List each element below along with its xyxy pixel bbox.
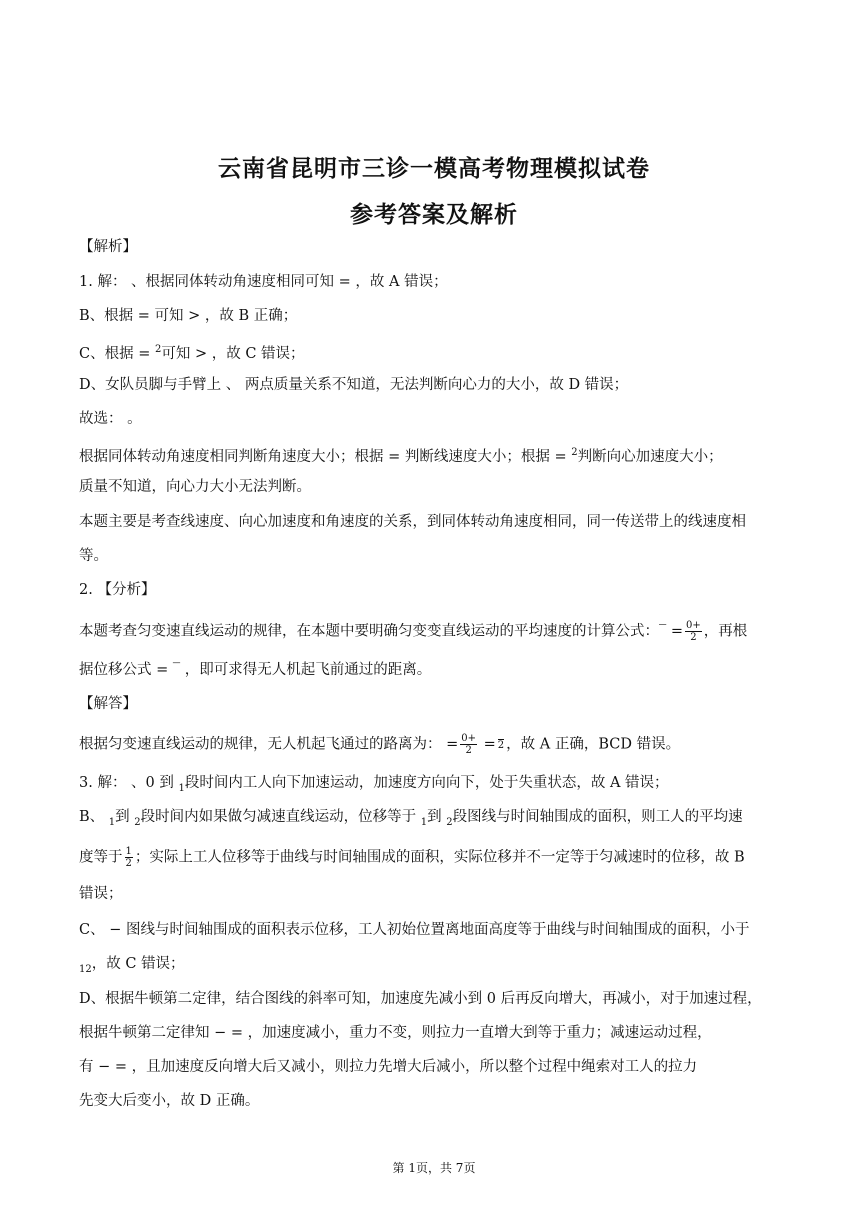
text-segment: 段时间内如果做匀减速直线运动，位移等于 — [140, 809, 421, 825]
section-label-answer: 【解答】 — [79, 696, 137, 712]
subscript: 1 — [420, 817, 428, 828]
subscript: 2 — [134, 817, 141, 828]
document-title: 云南省昆明市三诊一模高考物理模拟试卷 — [218, 156, 650, 182]
text-segment: B、 — [79, 809, 109, 825]
text-segment: 判断向心加速度大小； — [577, 449, 723, 465]
text-line: 错误； — [79, 886, 123, 902]
text-line: B、根据 = 可知 > ，故 B 正确； — [79, 308, 298, 324]
text-line — [79, 733, 680, 756]
text-line: C、 − 图线与时间轴围成的面积表示位移，工人初始位置离地面高度等于曲线与时间轴围成的面积，小于 — [79, 922, 750, 938]
page-footer: 第 1页，共 7页 — [392, 1161, 476, 1175]
text-line: 根据牛顿第二定律知 − = ，加速度减小，重力不变，则拉力一直增大到等于重力；减速运动过程， — [79, 1025, 712, 1041]
fraction: $\frac{0+}{2}$ — [461, 733, 477, 756]
text-segment: = — [479, 736, 496, 753]
text-line: 先变大后变小，故 D 正确。 — [79, 1093, 260, 1109]
text-line — [79, 340, 305, 364]
subscript: 1 — [108, 817, 116, 828]
text-line: D、根据牛顿第二定律，结合图线的斜率可知，加速度先减小到 0 后再反向增大，再减小，对于加速过程， — [79, 991, 762, 1007]
text-line — [79, 807, 743, 833]
text-segment: ，再根 — [703, 623, 748, 640]
text-line: 1. 解： 、根据同体转动角速度相同可知 = ，故 A 错误； — [79, 274, 448, 290]
text-segment: 可知 > ，故 C 错误； — [161, 346, 305, 362]
text-line — [79, 620, 747, 643]
text-line — [79, 846, 745, 869]
text-segment: 本题考查匀变速直线运动的规律，在本题中要明确匀变变直线运动的平均速度的计算公式： — [79, 623, 659, 640]
text-segment: ；实际上工人位移等于曲线与时间轴围成的面积，实际位移并不一定等于匀减速时的位移，故 B — [134, 849, 745, 866]
text-segment: ，故 C 错误； — [91, 956, 185, 972]
subscript: 1 — [79, 964, 86, 975]
superscript: 2 — [571, 447, 578, 458]
text-line — [79, 773, 669, 799]
text-line: 故选： 。 — [79, 411, 142, 427]
text-segment: 3. 解： 、0 到 — [79, 775, 179, 791]
text-segment: 到 — [427, 809, 447, 825]
fraction: $\frac{1}{2}$ — [125, 846, 132, 869]
text-segment: C、根据 = — [79, 346, 155, 362]
section-label-2-analysis: 2. 【分析】 — [79, 582, 156, 598]
section-label-analysis: 【解析】 — [79, 239, 137, 255]
fraction: $\frac{0+}{2}$ — [686, 620, 701, 643]
subscript: 2 — [446, 817, 453, 828]
text-line: 据位移公式 = ‾ ，即可求得无人机起飞前通过的距离。 — [79, 662, 432, 678]
text-line: 本题主要是考查线速度、向心加速度和角速度的关系，到同体转动角速度相同，同一传送带上的线速度相 — [79, 514, 746, 530]
subscript: 1 — [178, 783, 185, 794]
subscript: 2 — [85, 964, 92, 975]
text-line: 有 − = ，且加速度反向增大后又减小，则拉力先增大后减小，所以整个过程中绳索对工人的拉力 — [79, 1059, 698, 1075]
text-segment: 到 — [115, 809, 135, 825]
text-line: 等。 — [79, 548, 108, 564]
text-segment: 根据同体转动角速度相同判断角速度大小；根据 = 判断线速度大小；根据 = — [79, 449, 572, 465]
fraction: 2 — [497, 739, 505, 751]
text-segment: 段时间内工人向下加速运动，加速度方向向下，处于失重状态，故 A 错误； — [184, 775, 669, 791]
text-line — [79, 443, 723, 467]
text-segment: 度等于 — [79, 849, 123, 866]
text-line: 质量不知道，向心力大小无法判断。 — [79, 479, 311, 495]
text-line: D、女队员脚与手臂上 、 两点质量关系不知道，无法判断向心力的大小，故 D 错误； — [79, 377, 629, 393]
text-segment: ，故 A 正确，BCD 错误。 — [506, 736, 681, 753]
formula-avg-velocity: ‾ = — [659, 623, 684, 640]
superscript: 2 — [154, 344, 162, 355]
text-line — [79, 954, 185, 980]
document-subtitle: 参考答案及解析 — [350, 202, 518, 228]
text-segment: 段图线与时间轴围成的面积，则工人的平均速 — [452, 809, 743, 825]
text-segment: 根据匀变速直线运动的规律，无人机起飞通过的路离为： = — [79, 736, 459, 753]
